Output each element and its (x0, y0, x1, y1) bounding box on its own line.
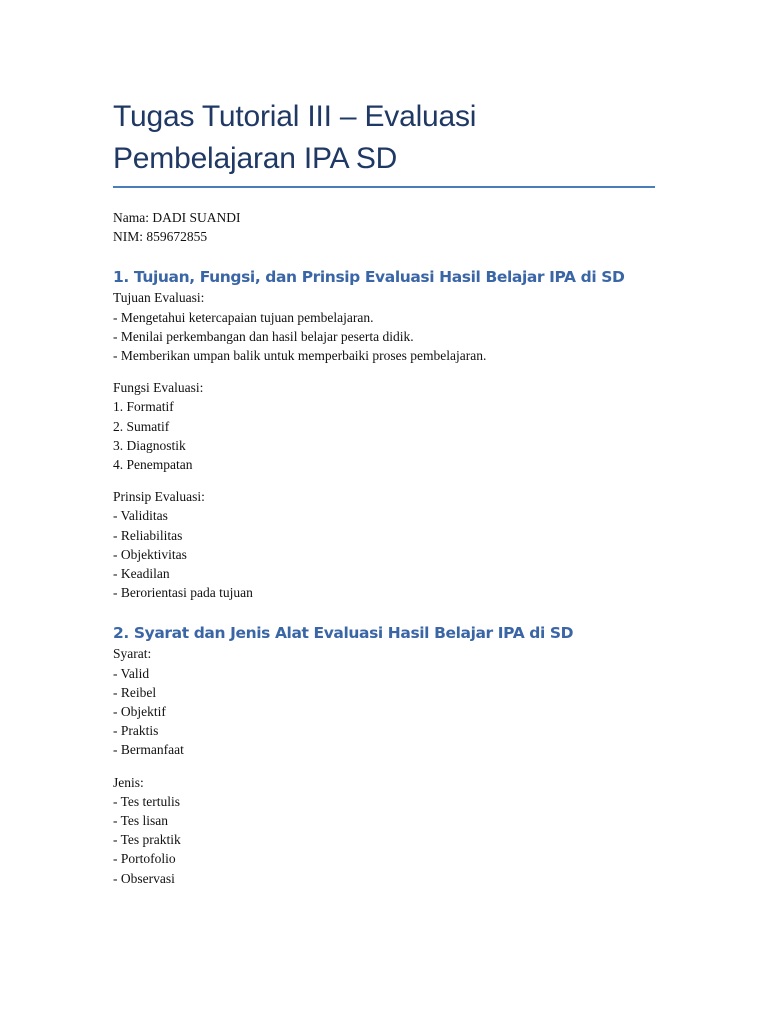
list-item: 3. Diagnostik (113, 437, 186, 453)
section-2-heading: 2. Syarat dan Jenis Alat Evaluasi Hasil Belajar IPA di SD (113, 624, 574, 643)
syarat-list (113, 664, 655, 760)
section-syarat-jenis (113, 622, 655, 887)
document-content (113, 96, 655, 888)
section-tujuan-fungsi-prinsip (113, 266, 655, 602)
list-item: - Tes praktik (113, 832, 181, 848)
list-item: - Observasi (113, 870, 175, 886)
list-item: - Reliabilitas (113, 527, 183, 543)
prinsip-label: Prinsip Evaluasi: (113, 489, 205, 505)
syarat-label: Syarat: (113, 646, 152, 662)
paragraph-gap (113, 760, 655, 773)
list-item: - Tes tertulis (113, 793, 181, 809)
document-title-line-1: Tugas Tutorial III – Evaluasi (113, 100, 477, 133)
prinsip-list (113, 506, 655, 602)
list-item: - Praktis (113, 723, 159, 739)
list-item: - Objektif (113, 704, 166, 720)
fungsi-list (113, 397, 655, 474)
list-item: - Validitas (113, 508, 168, 524)
list-item: - Reibel (113, 684, 157, 700)
list-item: - Valid (113, 665, 150, 681)
list-item: 4. Penempatan (113, 457, 193, 473)
list-item: - Memberikan umpan balik untuk memperbaiki proses pembelajaran. (113, 348, 487, 364)
list-item: - Bermanfaat (113, 742, 184, 758)
paragraph-gap (113, 365, 655, 378)
fungsi-label: Fungsi Evaluasi: (113, 380, 204, 396)
list-item: 1. Formatif (113, 399, 174, 415)
list-item: 2. Sumatif (113, 418, 170, 434)
list-item: - Tes lisan (113, 813, 169, 829)
document-title-line-2: Pembelajaran IPA SD (113, 142, 398, 175)
list-item: - Portofolio (113, 851, 176, 867)
tujuan-label: Tujuan Evaluasi: (113, 290, 205, 306)
student-info (113, 208, 655, 246)
document-title (113, 96, 655, 180)
list-item: - Objektivitas (113, 546, 187, 562)
paragraph-gap (113, 474, 655, 487)
title-underline (113, 186, 655, 188)
jenis-label: Jenis: (113, 774, 144, 790)
list-item: - Menilai perkembangan dan hasil belajar peserta didik. (113, 328, 414, 344)
student-nim: NIM: 859672855 (113, 229, 208, 245)
section-1-heading: 1. Tujuan, Fungsi, dan Prinsip Evaluasi Hasil Belajar IPA di SD (113, 268, 625, 287)
list-item: - Berorientasi pada tujuan (113, 585, 253, 601)
jenis-list (113, 792, 655, 888)
list-item: - Keadilan (113, 566, 170, 582)
list-item: - Mengetahui ketercapaian tujuan pembelajaran. (113, 309, 374, 325)
student-name: Nama: DADI SUANDI (113, 210, 241, 225)
tujuan-list (113, 308, 655, 366)
